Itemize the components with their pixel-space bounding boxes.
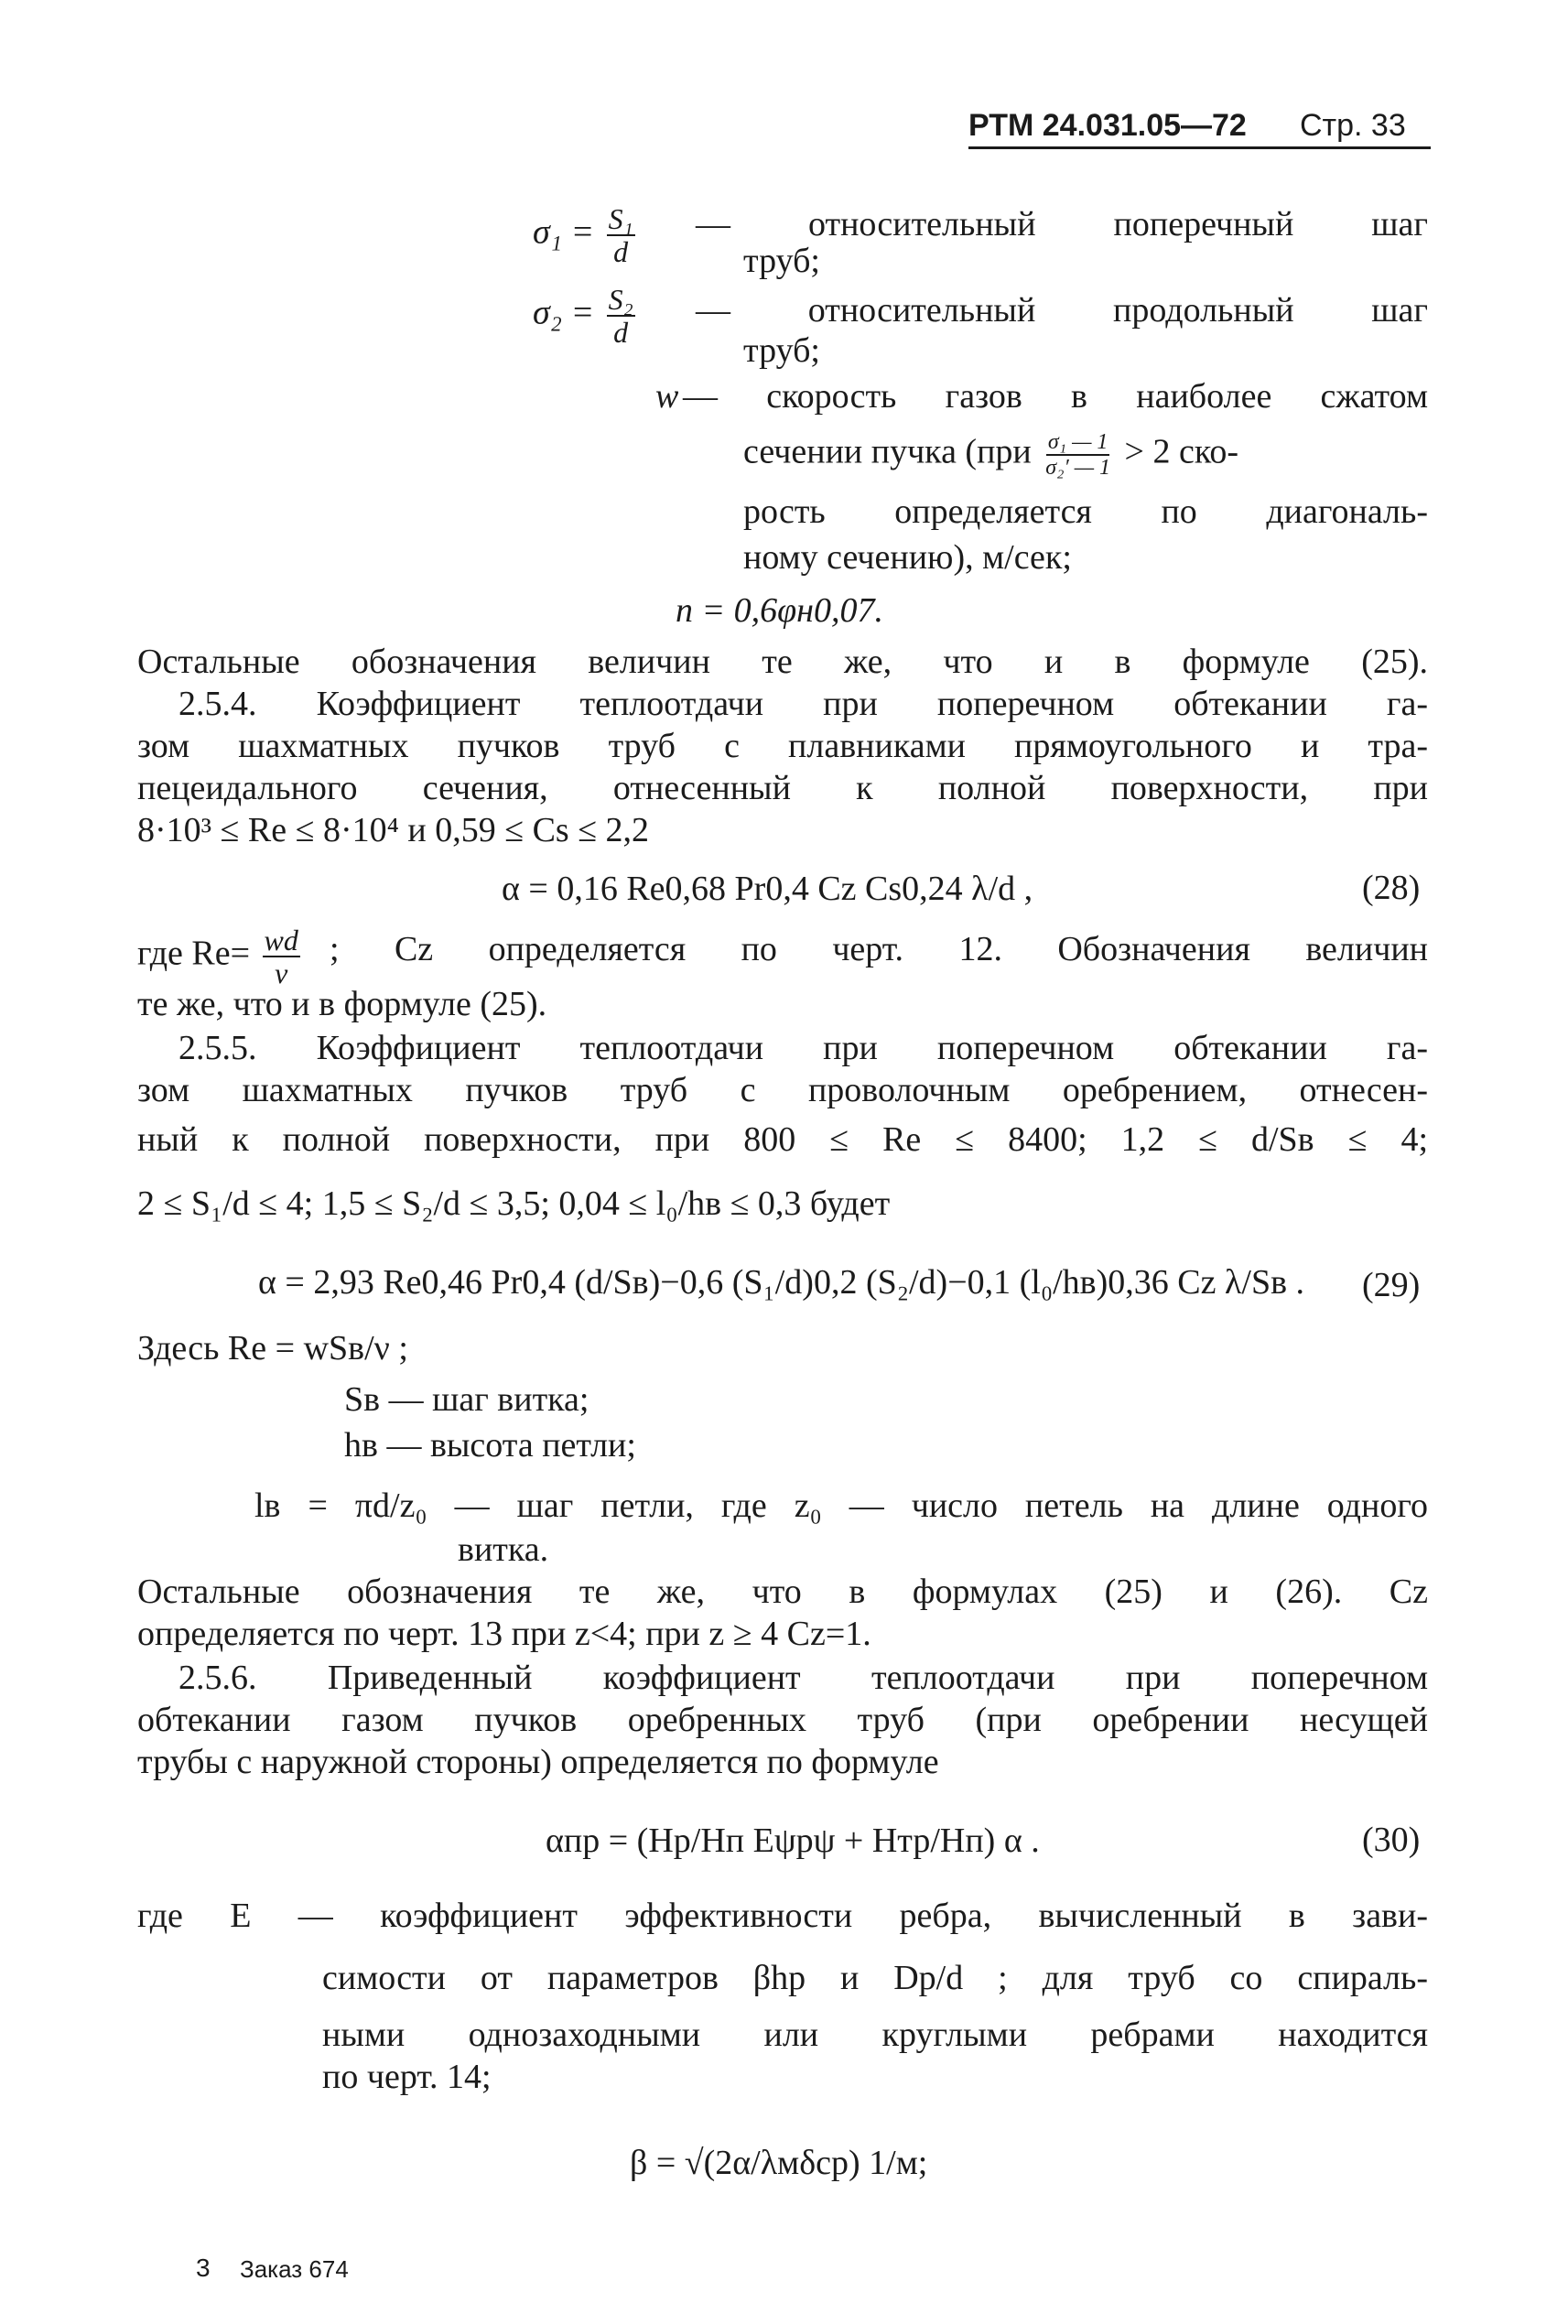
equation-29: α = 2,93 Re0,46 Pr0,4 (d/Sв)−0,6 (S₁/d)0,2 (S₂/d)−0,1 (l₀/hв)0,36 Cz λ/Sв . — [258, 1263, 1305, 1302]
where-28-line2: те же, что и в формуле (25). — [137, 985, 547, 1023]
signature-number: 3 — [196, 2254, 211, 2282]
section-2-5-6-line3: трубы с наружной стороны) определяется по формуле — [137, 1743, 939, 1781]
section-2-5-4-line2: зом шахматных пучков труб с плавниками прямоугольного и тра- — [137, 727, 1428, 765]
where-e-line3: ными однозаходными или круглыми ребрами находится — [322, 2016, 1428, 2054]
w-line1: — скорость газов в наиболее сжатом — [683, 377, 1428, 416]
paragraph-other-notations-2-line2: определяется по черт. 13 при z<4; при z ≥ 4 Cz=1. — [137, 1615, 871, 1653]
where-28-text: ; Cz определяется по черт. 12. Обозначения величин — [330, 930, 1428, 968]
n-formula: n = 0,6φн0,07. — [676, 591, 884, 630]
lv-definition-cont: витка. — [458, 1530, 549, 1569]
section-2-5-5-line4: 2 ≤ S₁/d ≤ 4; 1,5 ≤ S₂/d ≤ 3,5; 0,04 ≤ l₀/hв ≤ 0,3 будет — [137, 1184, 891, 1223]
w-symbol: w — [655, 377, 679, 416]
section-2-5-6-line1: 2.5.6. Приведенный коэффициент теплоотдачи при поперечном — [178, 1659, 1428, 1697]
where-e-line1: где E — коэффициент эффективности ребра, вычисленный в зави- — [137, 1897, 1428, 1935]
document-code: РТМ 24.031.05—72 — [968, 108, 1247, 143]
lv-definition: lв = πd/z₀ — шаг петли, где z₀ — число петель на длине одного — [254, 1486, 1428, 1525]
section-2-5-5-line3: ный к полной поверхности, при 800 ≤ Re ≤ 8400; 1,2 ≤ d/Sв ≤ 4; — [137, 1120, 1428, 1159]
sigma1-cont: труб; — [743, 242, 820, 280]
sigma2-cont: труб; — [743, 331, 820, 370]
section-2-5-5-line1: 2.5.5. Коэффициент теплоотдачи при поперечном обтекании га- — [178, 1029, 1428, 1067]
sigma1-definition: σ₁ = $\frac{\text{S₁}}{d}$ — [533, 202, 633, 268]
equation-28: α = 0,16 Re0,68 Pr0,4 Cz Cs0,24 λ/d , — [502, 870, 1033, 908]
equation-30: αпр = (Hр/Hп Eψрψ + Hтр/Hп) α . — [546, 1821, 1040, 1860]
where-e-line4: по черт. 14; — [322, 2058, 492, 2096]
equation-29-number: (29) — [1362, 1266, 1421, 1304]
header-rule — [968, 146, 1431, 149]
equation-30-number: (30) — [1362, 1821, 1421, 1859]
here-re-line: Здесь Re = wSв/ν ; — [137, 1329, 408, 1367]
w-line4: ному сечению), м/сек; — [743, 538, 1072, 577]
sigma2-definition: σ₂ = $\frac{\text{S₂}}{d}$ — [533, 283, 633, 349]
where-e-line2: симости от параметров βhр и Dр/d ; для труб со спираль- — [322, 1959, 1428, 1997]
section-2-5-5-line2: зом шахматных пучков труб с проволочным оребрением, отнесен- — [137, 1071, 1428, 1109]
section-2-5-4-line3: пецеидального сечения, отнесенный к полной поверхности, при — [137, 769, 1428, 807]
order-number: Заказ 674 — [240, 2255, 349, 2283]
paragraph-other-notations: Остальные обозначения величин те же, что и в формуле (25). — [137, 643, 1428, 681]
where-re-28: где Re= $\frac{wd}{\nu}$ — [137, 924, 298, 989]
section-2-5-6-line2: обтекании газом пучков оребренных труб (при оребрении несущей — [137, 1701, 1428, 1739]
sigma1-text: — относительный поперечный шаг — [696, 205, 1428, 243]
beta-formula: β = √(2α/λмδср) 1/м; — [630, 2144, 928, 2182]
w-line3: рость определяется по диагональ- — [743, 492, 1428, 531]
hv-definition: hв — высота петли; — [344, 1426, 636, 1465]
w-line2: сечении пучка (при $\frac{\text{σ₁ — 1}}{\text{σ₂′ — 1}}$ > 2 ско- — [743, 430, 1239, 480]
sigma2-text: — относительный продольный шаг — [696, 291, 1428, 330]
section-2-5-4-line1: 2.5.4. Коэффициент теплоотдачи при поперечном обтекании га- — [178, 685, 1428, 723]
paragraph-other-notations-2: Остальные обозначения те же, что в формулах (25) и (26). Cz — [137, 1573, 1428, 1611]
sv-definition: Sв — шаг витка; — [344, 1380, 589, 1419]
section-2-5-4-line4: 8·10³ ≤ Re ≤ 8·10⁴ и 0,59 ≤ Cs ≤ 2,2 — [137, 811, 650, 849]
equation-28-number: (28) — [1362, 869, 1421, 907]
page-number: Стр. 33 — [1300, 108, 1406, 143]
